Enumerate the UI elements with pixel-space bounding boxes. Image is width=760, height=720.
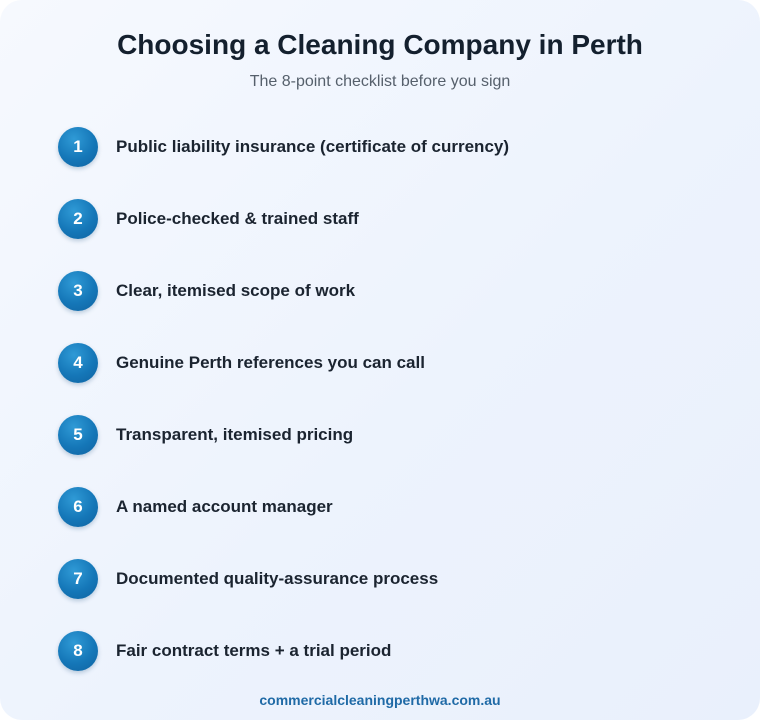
checklist-item-label: Police-checked & trained staff: [116, 209, 359, 228]
checklist-item: [58, 127, 718, 167]
number-badge: 6: [58, 487, 98, 527]
checklist-item: [58, 271, 718, 311]
website-link[interactable]: commercialcleaningperthwa.com.au: [259, 692, 501, 708]
checklist-item-label: Transparent, itemised pricing: [116, 425, 354, 444]
page-title: Choosing a Cleaning Company in Perth: [117, 29, 643, 60]
number-badge: 2: [58, 199, 98, 239]
checklist-item: [58, 199, 718, 239]
checklist-item-label: Fair contract terms + a trial period: [116, 641, 392, 660]
number-badge: 1: [58, 127, 98, 167]
checklist-item-label: A named account manager: [116, 497, 333, 516]
checklist-item: [58, 487, 718, 527]
checklist-item-label: Genuine Perth references you can call: [116, 353, 425, 372]
checklist-item-label: Public liability insurance (certificate of currency): [116, 137, 510, 156]
checklist-item: [58, 559, 718, 599]
checklist-item: [58, 631, 718, 671]
number-badge: 3: [58, 271, 98, 311]
checklist: [58, 127, 718, 703]
checklist-item: [58, 415, 718, 455]
number-badge: 8: [58, 631, 98, 671]
checklist-item-label: Documented quality-assurance process: [116, 569, 439, 588]
number-badge: 4: [58, 343, 98, 383]
number-badge: 7: [58, 559, 98, 599]
page-subtitle: The 8-point checklist before you sign: [249, 73, 511, 90]
checklist-item-label: Clear, itemised scope of work: [116, 281, 356, 300]
number-badge: 5: [58, 415, 98, 455]
checklist-item: [58, 343, 718, 383]
